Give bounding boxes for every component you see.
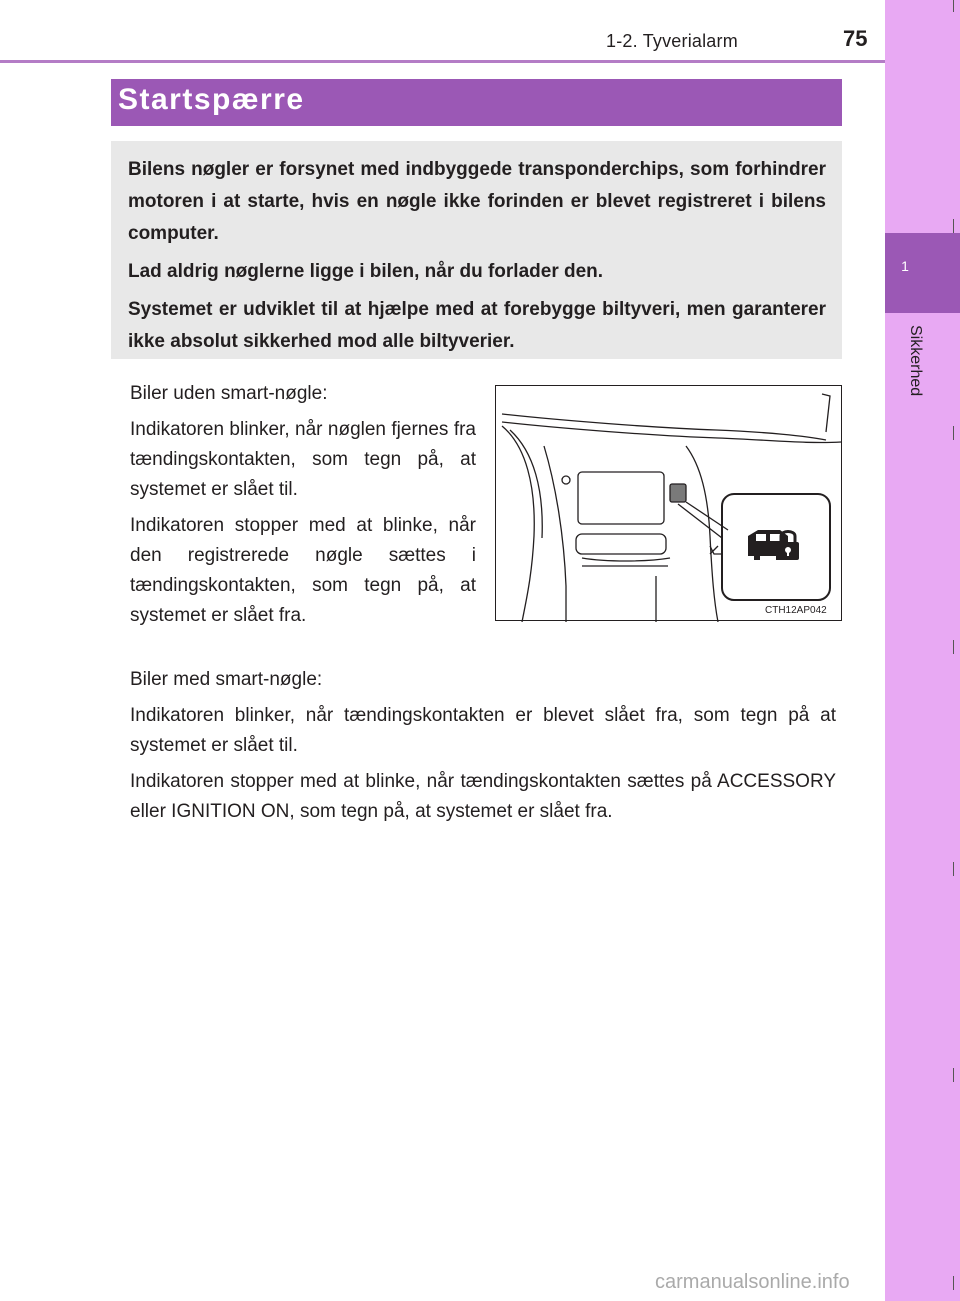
crop-mark bbox=[953, 640, 954, 654]
page-number: 75 bbox=[843, 26, 868, 51]
header-rule bbox=[0, 60, 885, 63]
page-title: Startspærre bbox=[118, 83, 305, 116]
figure-code: CTH12AP042 bbox=[765, 605, 827, 616]
section-reference: 1-2. Tyverialarm bbox=[606, 31, 738, 51]
body-paragraph: Indikatoren stopper med at blinke, når tændingskontakten sættes på ACCESSORY eller IGNITION ON, som tegn på, at systemet er slået fra. bbox=[130, 771, 836, 822]
crop-mark bbox=[953, 0, 954, 12]
body-paragraph: Indikatoren stopper med at blinke, når den registrerede nøgle sættes i tændingskontakten, som tegn på, at systemet er slået fra. bbox=[130, 515, 476, 626]
body-column bbox=[130, 379, 476, 637]
chapter-title: Sikkerhed bbox=[907, 325, 924, 397]
intro-text bbox=[128, 154, 826, 364]
body-paragraph: Indikatoren blinker, når tændingskontakten er blevet slået fra, som tegn på at systemet er slået til. bbox=[130, 705, 836, 756]
dashboard-drawing bbox=[496, 386, 843, 622]
dashboard-illustration bbox=[495, 385, 842, 621]
body-paragraph: Biler med smart-nøgle: bbox=[130, 669, 323, 690]
body-full-width bbox=[130, 665, 836, 833]
intro-paragraph: Systemet er udviklet til at hjælpe med at forebygge biltyveri, men garanterer ikke absolut sikkerhed mod alle biltyverier. bbox=[128, 299, 826, 352]
intro-paragraph: Bilens nøgler er forsynet med indbyggede transponderchips, som forhindrer motoren i at starte, hvis en nøgle ikke forinden er blevet registreret i bilens computer. bbox=[128, 159, 826, 244]
crop-mark bbox=[953, 1276, 954, 1290]
chapter-number: 1 bbox=[901, 258, 909, 274]
crop-mark bbox=[953, 1068, 954, 1082]
car-lock-indicator-icon bbox=[748, 530, 799, 560]
crop-mark bbox=[953, 862, 954, 876]
chapter-sidebar bbox=[885, 0, 960, 1301]
crop-mark bbox=[953, 426, 954, 440]
intro-paragraph: Lad aldrig nøglerne ligge i bilen, når du forlader den. bbox=[128, 261, 604, 282]
watermark: carmanualsonline.info bbox=[655, 1271, 850, 1293]
crop-mark bbox=[953, 219, 954, 233]
body-paragraph: Indikatoren blinker, når nøglen fjernes fra tændingskontakten, som tegn på, at systemet er slået til. bbox=[130, 419, 476, 500]
body-paragraph: Biler uden smart-nøgle: bbox=[130, 383, 328, 404]
